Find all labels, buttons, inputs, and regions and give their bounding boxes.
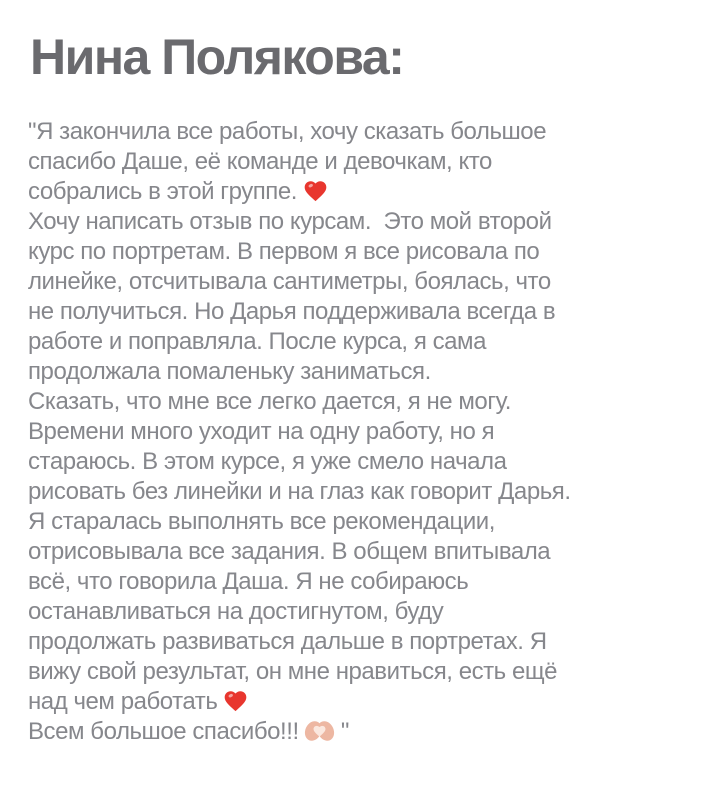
review-text: всё, что говорила Даша. Я не собираюсь [28,568,469,595]
review-text: "Я закончила все работы, хочу сказать большое [28,118,547,145]
review-line [28,627,687,657]
review-text: Хочу написать отзыв по курсам. Это мой второй [28,208,552,235]
review-line [28,417,687,447]
review-line [28,687,687,717]
review-text: линейке, отсчитывала сантиметры, боялась, что [28,268,551,295]
review-text: рисовать без линейки и на глаз как говорит Дарья. [28,478,571,505]
red-heart-emoji [222,688,249,714]
review-text: стараюсь. В этом курсе, я уже смело начала [28,448,507,475]
review-line [28,117,687,147]
red-heart-emoji [302,178,329,204]
review-line [28,477,687,507]
review-text: Сказать, что мне все легко дается, я не могу. [28,388,512,415]
review-text: курс по портретам. В первом я все рисовала по [28,238,540,265]
review-text: продолжала помаленьку заниматься. [28,358,431,385]
review-text-after: " [334,718,350,745]
review-line [28,147,687,177]
review-text: останавливаться на достигнутом, буду [28,598,444,625]
review-text: собрались в этой группе. [28,178,297,205]
review-text: не получиться. Но Дарья поддерживала всегда в [28,298,556,325]
review-text: над чем работать [28,688,218,715]
review-line [28,537,687,567]
review-line [28,447,687,477]
review-line [28,267,687,297]
review-text: отрисовывала все задания. В общем впитывала [28,538,551,565]
review-line [28,237,687,267]
review-text: Я старалась выполнять все рекомендации, [28,508,495,535]
review-text: спасибо Даше, её команде и девочкам, кто [28,148,492,175]
review-text: Всем большое спасибо!!! [28,718,299,745]
review-line [28,657,687,687]
review-line [28,597,687,627]
review-line [28,327,687,357]
review-line [28,297,687,327]
review-text: продолжать развиваться дальше в портретах. Я [28,628,547,655]
review-line [28,207,687,237]
review-line [28,717,687,747]
page-title: Нина Полякова: [30,29,404,85]
heart-hands-emoji [304,717,335,744]
review-text: вижу свой результат, он мне нравиться, есть ещё [28,658,558,685]
review-text: работе и поправляла. После курса, я сама [28,328,487,355]
review-line [28,357,687,387]
review-line [28,177,687,207]
review-text: Времени много уходит на одну работу, но я [28,418,495,445]
review-line [28,507,687,537]
review-line [28,387,687,417]
review-line [28,567,687,597]
review-body [28,117,687,747]
